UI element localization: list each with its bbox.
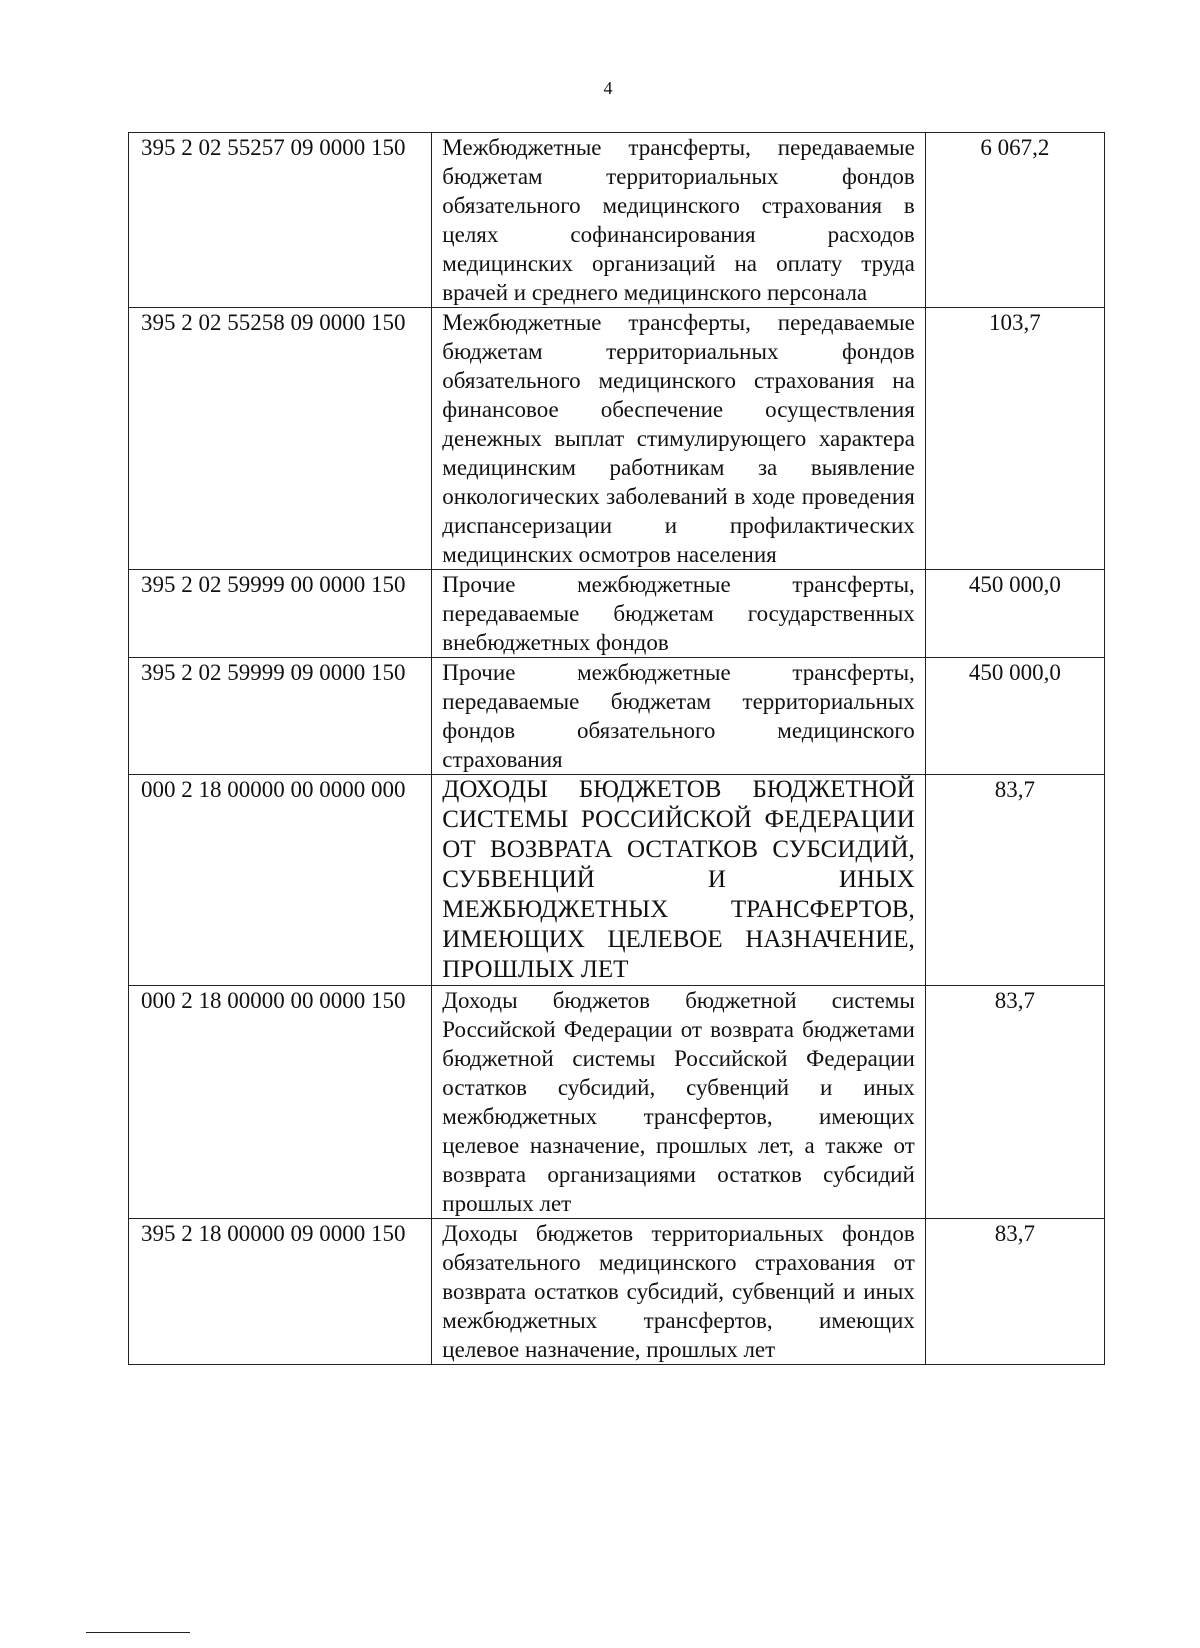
description-cell: Прочие межбюджетные трансферты, передаваемые бюджетам территориальных фондов обязательного медицинского страхования xyxy=(432,658,926,775)
amount-cell: 83,7 xyxy=(925,986,1104,1219)
amount-cell: 103,7 xyxy=(925,308,1104,570)
table-row xyxy=(129,1219,1105,1365)
table-row xyxy=(129,133,1105,308)
table-row xyxy=(129,570,1105,658)
budget-code-cell: 395 2 18 00000 09 0000 150 xyxy=(129,1219,432,1365)
amount-cell: 83,7 xyxy=(925,1219,1104,1365)
table-row xyxy=(129,658,1105,775)
description-cell: Доходы бюджетов территориальных фондов обязательного медицинского страхования от возврата остатков субсидий, субвенций и иных межбюджетных трансфертов, имеющих целевое назначение, прошлых лет xyxy=(432,1219,926,1365)
page-number: 4 xyxy=(603,78,613,98)
budget-code-cell: 395 2 02 55257 09 0000 150 xyxy=(129,133,432,308)
amount-cell: 83,7 xyxy=(925,775,1104,986)
description-cell: Прочие межбюджетные трансферты, передаваемые бюджетам государственных внебюджетных фондов xyxy=(432,570,926,658)
description-cell: Межбюджетные трансферты, передаваемые бюджетам территориальных фондов обязательного медицинского страхования на финансовое обеспечение осуществления денежных выплат стимулирующего характера медицинским работникам за выявление онкологических заболеваний в ходе проведения диспансеризации и профилактических медицинских осмотров населения xyxy=(432,308,926,570)
budget-code-cell: 395 2 02 59999 09 0000 150 xyxy=(129,658,432,775)
amount-cell: 6 067,2 xyxy=(925,133,1104,308)
amount-cell: 450 000,0 xyxy=(925,658,1104,775)
table-row xyxy=(129,775,1105,986)
description-cell: Доходы бюджетов бюджетной системы Российской Федерации от возврата бюджетами бюджетной системы Российской Федерации остатков субсидий, субвенций и иных межбюджетных трансфертов, имеющих целевое назначение, прошлых лет, а также от возврата организациями остатков субсидий прошлых лет xyxy=(432,986,926,1219)
budget-revenue-table xyxy=(128,132,1105,1365)
description-cell: Межбюджетные трансферты, передаваемые бюджетам территориальных фондов обязательного медицинского страхования в целях софинансирования расходов медицинских организаций на оплату труда врачей и среднего медицинского персонала xyxy=(432,133,926,308)
footer-divider xyxy=(86,1632,190,1633)
table-row xyxy=(129,308,1105,570)
amount-cell: 450 000,0 xyxy=(925,570,1104,658)
budget-code-cell: 000 2 18 00000 00 0000 000 xyxy=(129,775,432,986)
description-cell: ДОХОДЫ БЮДЖЕТОВ БЮДЖЕТНОЙ СИСТЕМЫ РОССИЙСКОЙ ФЕДЕРАЦИИ ОТ ВОЗВРАТА ОСТАТКОВ СУБСИДИЙ, СУБВЕНЦИЙ И ИНЫХ МЕЖБЮДЖЕТНЫХ ТРАНСФЕРТОВ, ИМЕЮЩИХ ЦЕЛЕВОЕ НАЗНАЧЕНИЕ, ПРОШЛЫХ ЛЕТ xyxy=(432,775,926,986)
budget-code-cell: 395 2 02 59999 00 0000 150 xyxy=(129,570,432,658)
budget-code-cell: 000 2 18 00000 00 0000 150 xyxy=(129,986,432,1219)
budget-code-cell: 395 2 02 55258 09 0000 150 xyxy=(129,308,432,570)
table-row xyxy=(129,986,1105,1219)
